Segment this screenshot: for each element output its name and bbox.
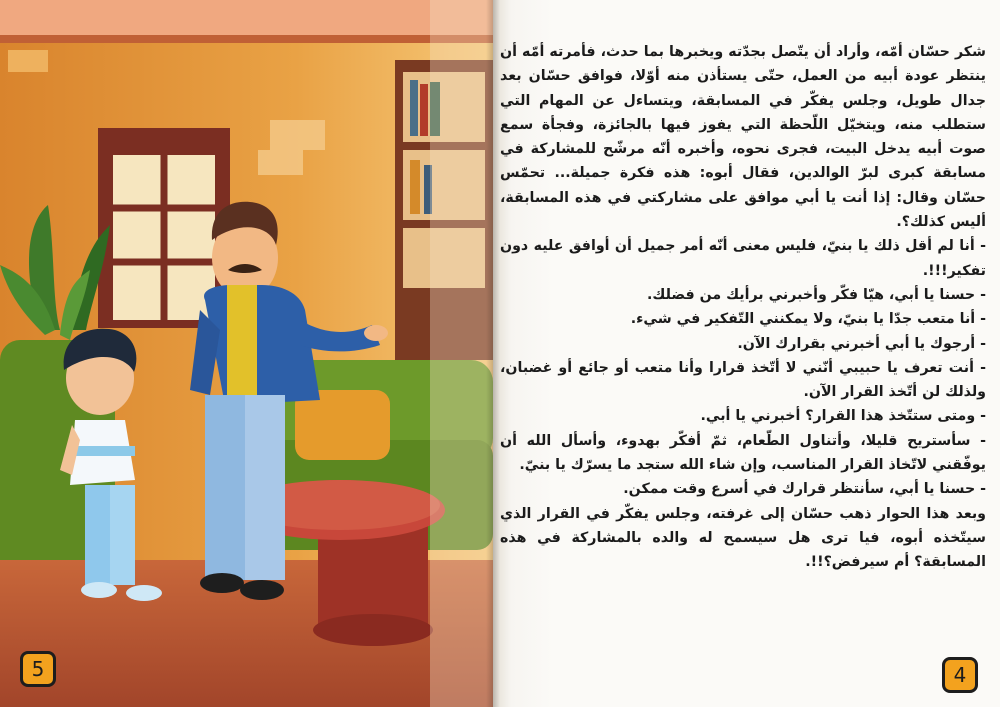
dialogue-line: - أنا متعب جدّا يا بنيّ، ولا يمكنني التّفكير في شيء. [630,311,986,328]
paragraph: شكر حسّان أمّه، وأراد أن يتّصل بجدّته ويخبرها بما حدث، فأمرته أمّه أن ينتظر عودة أبيه من العمل، حتّى يستأذن منه أوّلا، فوافق حسّان بعد جدال طويل، وجلس يفكّر في المسابقة، ويتساءل عن المهام التي ستطلب منه، ويتخيّل اللّحظة التي يفوز فيها بالجائزة، وفجأة سمع صوت أبيه يدخل البيت، فجرى نحوه، وأخبره أنّه مرشّح للمشاركة في مسابقة كبرى لبرّ الوالدين، فقال أبوه: هذه فكرة جميلة... تحمّس حسّان وقال: إذا أنت يا أبي موافق على مشاركتي في هذه المسابقة، أليس كذلك؟. [500,44,986,231]
dialogue-line: - أنا لم أقل ذلك يا بنيّ، فليس معنى أنّه أمر جميل أن أوافق عليه دون تفكير!!!. [500,238,986,279]
dialogue-line: - أنت تعرف يا حبيبي أنّني لا أتّخذ قرارا وأنا متعب أو جائع أو غضبان، ولذلك لن أتّخذ القرار الآن. [500,359,986,401]
living-room-illustration [0,0,493,707]
paragraph: وبعد هذا الحوار ذهب حسّان إلى غرفته، وجلس يفكّر في القرار الذي سيتّخذه أبوه، فيا ترى هل سيسمح له والده بالمشاركة في هذه المسابقة؟ أم سيرفض؟!!. [500,505,986,571]
dialogue-line: - حسنا يا أبي، سأنتظر قرارك في أسرع وقت ممكن. [623,481,986,498]
dialogue-line: - ومتى ستتّخذ هذا القرار؟ أخبرني يا أبي. [700,408,986,425]
book-gutter [486,0,500,707]
dialogue-line: - حسنا يا أبي، هيّا فكّر وأخبرني برأيك من فضلك. [646,286,986,303]
page-number-right: 4 [942,657,978,693]
dialogue-line: - أرجوك يا أبي أخبرني بقرارك الآن. [737,335,986,352]
story-text [500,40,986,575]
page-number-left: 5 [20,651,56,687]
illustration-page [0,0,493,707]
ceiling-border [0,0,493,35]
dialogue-line: - سأستريح قليلا، وأتناول الطّعام، ثمّ أفكّر بهدوء، وأسأل الله أن يوفّقني لاتّخاذ القرار المناسب، وإن شاء الله ستجد ما يسرّك يا بنيّ. [500,432,986,474]
